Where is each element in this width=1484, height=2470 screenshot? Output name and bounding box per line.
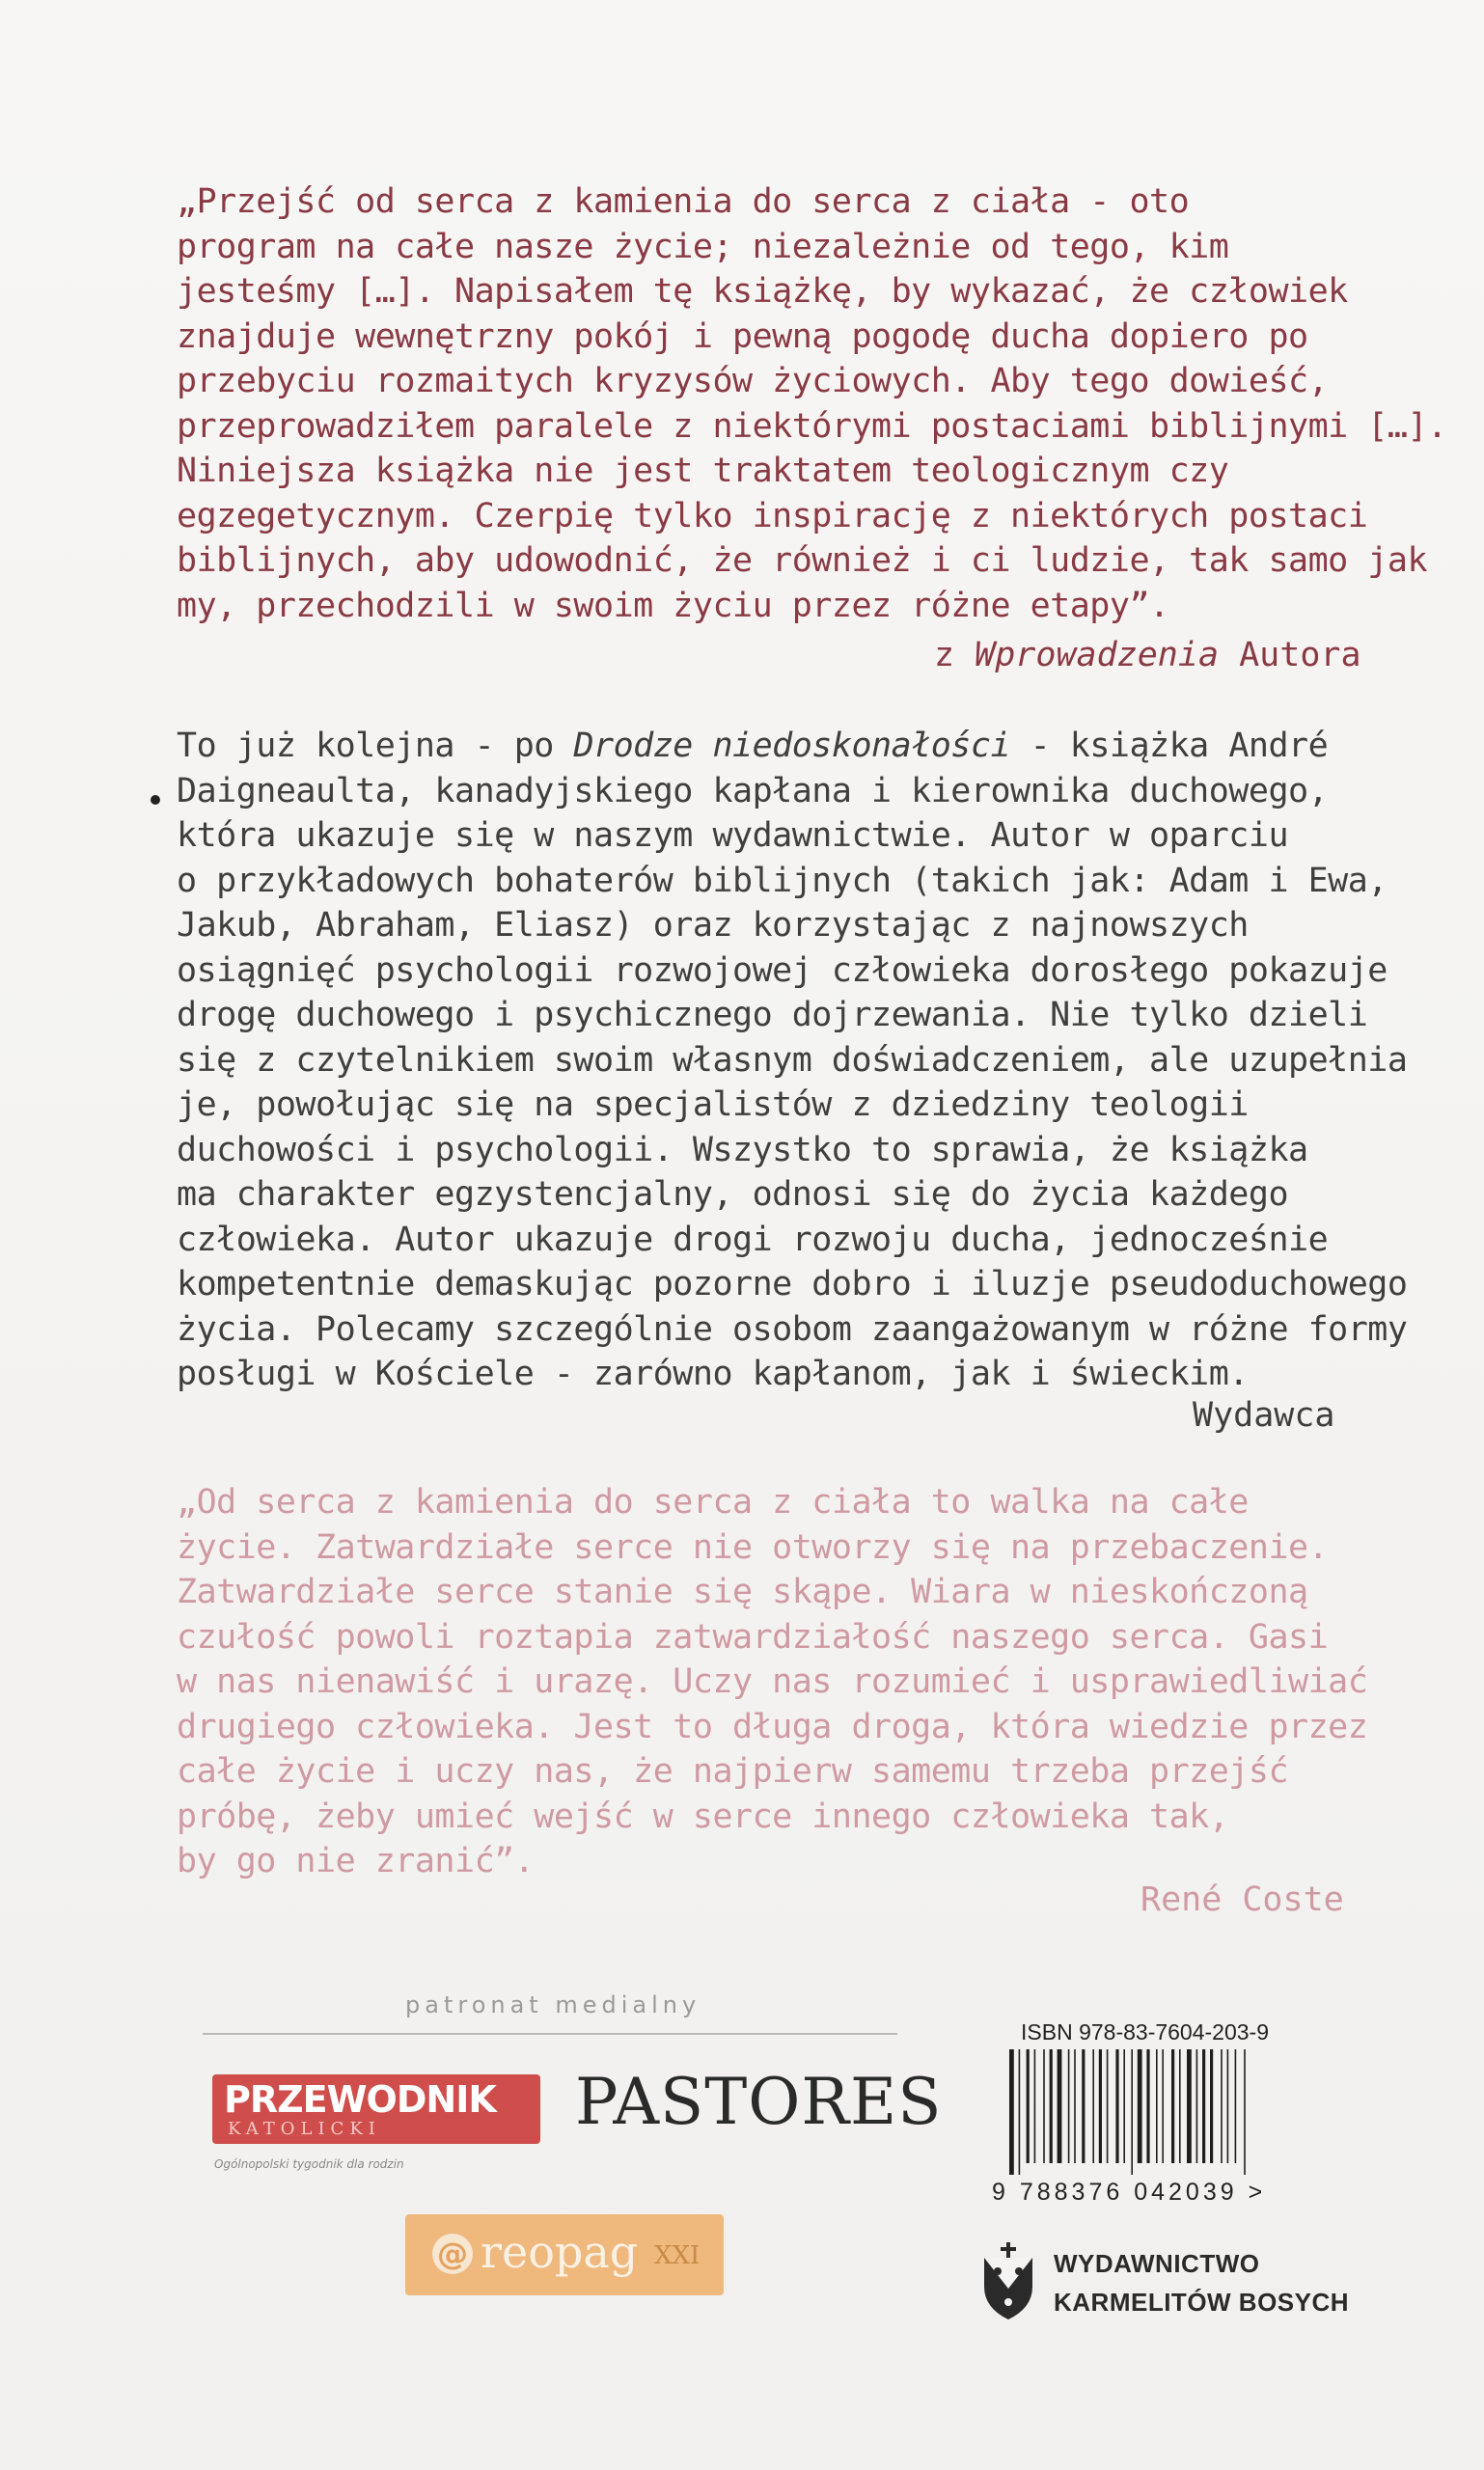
barcode-bar: [1027, 2049, 1030, 2163]
text-line: człowieka. Autor ukazuje drogi rozwoju ducha, jednocześnie: [177, 1220, 1329, 1259]
barcode-bar: [1162, 2049, 1164, 2163]
attribution-suffix: Autora: [1219, 636, 1361, 674]
coste-quote: [177, 1480, 1368, 1884]
text-line: która ukazuje się w naszym wydawnictwie. Autor w oparciu: [177, 816, 1289, 855]
text-line: Zatwardziałe serce stanie się skąpe. Wiara w nieskończoną: [177, 1573, 1308, 1611]
text-line: jesteśmy […]. Napisałem tę książkę, by wykazać, że człowiek: [177, 272, 1348, 311]
areopag-name: reopag: [481, 2226, 639, 2278]
barcode-bar: [1146, 2049, 1149, 2163]
publisher-line-2: KARMELITÓW BOSYCH: [1054, 2288, 1350, 2317]
barcode-bar: [1131, 2049, 1133, 2175]
barcode-bar: [1227, 2049, 1229, 2163]
text-line: by go nie zranić”.: [177, 1842, 535, 1880]
barcode-bar: [1050, 2049, 1053, 2163]
barcode: [1005, 2049, 1295, 2175]
text-line: posługi w Kościele - zarówno kapłanom, jak i świeckim.: [177, 1355, 1249, 1393]
barcode-bar: [1202, 2049, 1205, 2163]
text-line: Daigneaulta, kanadyjskiego kapłana i kierownika duchowego,: [177, 771, 1329, 810]
barcode-bar: [1092, 2049, 1094, 2163]
text-line: drugiego człowieka. Jest to długa droga, która wiedzie przez: [177, 1707, 1368, 1746]
barcode-bar: [1235, 2049, 1237, 2163]
author-quote: [177, 179, 1447, 628]
first-line-prefix: To już kolejna - po: [177, 727, 574, 765]
attribution-italic: Wprowadzenia: [975, 636, 1220, 674]
text-line: egzegetycznym. Czerpię tylko inspirację z niektórych postaci: [177, 496, 1368, 535]
text-line: o przykładowych bohaterów biblijnych (takich jak: Adam i Ewa,: [177, 861, 1388, 900]
carmelite-shield-icon: [980, 2240, 1036, 2321]
przewodnik-katolicki-logo: [212, 2074, 540, 2144]
at-sign-icon: @: [432, 2234, 473, 2274]
text-line: Niniejsza książka nie jest traktatem teologicznym czy: [177, 452, 1229, 490]
description-attribution: Wydawca: [1193, 1396, 1335, 1435]
barcode-bar: [1107, 2049, 1109, 2163]
attribution-prefix: z: [934, 636, 976, 674]
text-line: życia. Polecamy szczególnie osobom zaangażowanym w różne formy: [177, 1309, 1408, 1349]
description-first-line: [177, 724, 1329, 769]
barcode-bar: [1138, 2049, 1142, 2163]
text-line: przebyciu rozmaitych kryzysów życiowych. Aby tego dowieść,: [177, 362, 1329, 400]
barcode-bar: [1179, 2049, 1181, 2163]
barcode-bar: [1187, 2049, 1192, 2163]
text-line: ma charakter egzystencjalny, odnosi się do życia każdego: [177, 1175, 1289, 1214]
first-line-italic: Drodze niedoskonałości: [573, 727, 1011, 765]
text-line: „Przejść od serca z kamienia do serca z ciała - oto: [177, 182, 1190, 221]
text-line: osiągnięć psychologii rozwojowej człowieka dorosłego pokazuje: [177, 950, 1388, 990]
barcode-bar: [1099, 2049, 1102, 2163]
areopag-suffix: XXI: [654, 2241, 701, 2270]
text-line: drogę duchowego i psychicznego dojrzewania. Nie tylko dzieli: [177, 996, 1368, 1034]
barcode-bar: [1123, 2049, 1125, 2163]
description-body: [177, 769, 1408, 1397]
barcode-bar: [1058, 2049, 1062, 2163]
areopag-logo: [405, 2214, 724, 2295]
barcode-bar: [1244, 2049, 1246, 2175]
barcode-bar: [1171, 2049, 1174, 2163]
text-line: my, przechodzili w swoim życiu przez różne etapy”.: [177, 586, 1169, 625]
text-line: przeprowadziłem paralele z niektórymi postaciami biblijnymi […].: [177, 406, 1447, 446]
text-line: znajduje wewnętrzny pokój i pewną pogodę ducha dopiero po: [177, 316, 1308, 356]
text-line: je, powołując się na specjalistów z dziedziny teologii: [177, 1085, 1249, 1124]
barcode-bar: [1043, 2049, 1045, 2163]
barcode-bar: [1221, 2049, 1223, 2163]
text-line: próbę, żeby umieć wejść w serce innego człowieka tak,: [177, 1797, 1229, 1836]
text-line: się z czytelnikiem swoim własnym doświadczeniem, ale uzupełnia: [177, 1040, 1408, 1080]
barcode-bar: [1009, 2049, 1014, 2175]
publisher-line-1: WYDAWNICTWO: [1054, 2249, 1260, 2278]
text-line: biblijnych, aby udowodnić, że również i ci ludzie, tak samo jak: [177, 541, 1428, 580]
barcode-bar: [1196, 2049, 1198, 2163]
text-line: Jakub, Abraham, Eliasz) oraz korzystając z najnowszych: [177, 906, 1249, 945]
first-line-suffix: - książka André: [1010, 727, 1329, 765]
text-line: życie. Zatwardziałe serce nie otworzy się na przebaczenie.: [177, 1527, 1329, 1567]
bullet-dot: [151, 795, 160, 805]
author-quote-attribution: [934, 633, 1361, 677]
pastores-logo: PASTORES: [575, 2065, 943, 2139]
text-line: czułość powoli roztapia zatwardziałość naszego serca. Gasi: [177, 1617, 1329, 1657]
publisher-description: [177, 724, 1408, 1397]
text-line: duchowości i psychologii. Wszystko to sprawia, że książka: [177, 1130, 1308, 1169]
przewodnik-tagline: Ogólnopolski tygodnik dla rodzin: [214, 2157, 404, 2171]
coste-quote-attribution: René Coste: [1140, 1880, 1344, 1919]
publisher-name: [1054, 2244, 1349, 2321]
text-line: program na całe nasze życie; niezależnie od tego, kim: [177, 227, 1229, 266]
text-line: „Od serca z kamienia do serca z ciała to walka na całe: [177, 1483, 1249, 1522]
barcode-bar: [1156, 2049, 1158, 2163]
barcode-bar: [1019, 2049, 1021, 2175]
barcode-bar: [1068, 2049, 1070, 2163]
barcode-bar: [1034, 2049, 1036, 2163]
text-line: kompetentnie demaskując pozorne dobro i iluzje pseudoduchowego: [177, 1265, 1408, 1304]
barcode-bar: [1115, 2049, 1118, 2163]
przewodnik-subtitle: KATOLICKI: [228, 2119, 381, 2139]
barcode-bar: [1082, 2049, 1085, 2163]
barcode-bar: [1074, 2049, 1076, 2163]
patronage-label: patronat medialny: [405, 1991, 701, 2018]
barcode-digits: 9 788376 042039 >: [992, 2179, 1267, 2206]
przewodnik-title: PRZEWODNIK: [224, 2078, 496, 2121]
isbn-label: ISBN 978-83-7604-203-9: [1021, 2019, 1269, 2045]
patronage-divider: [203, 2033, 897, 2035]
text-line: całe życie i uczy nas, że najpierw samemu trzeba przejść: [177, 1752, 1289, 1791]
text-line: w nas nienawiść i urazę. Uczy nas rozumieć i usprawiedliwiać: [177, 1662, 1368, 1701]
barcode-bar: [1210, 2049, 1213, 2163]
